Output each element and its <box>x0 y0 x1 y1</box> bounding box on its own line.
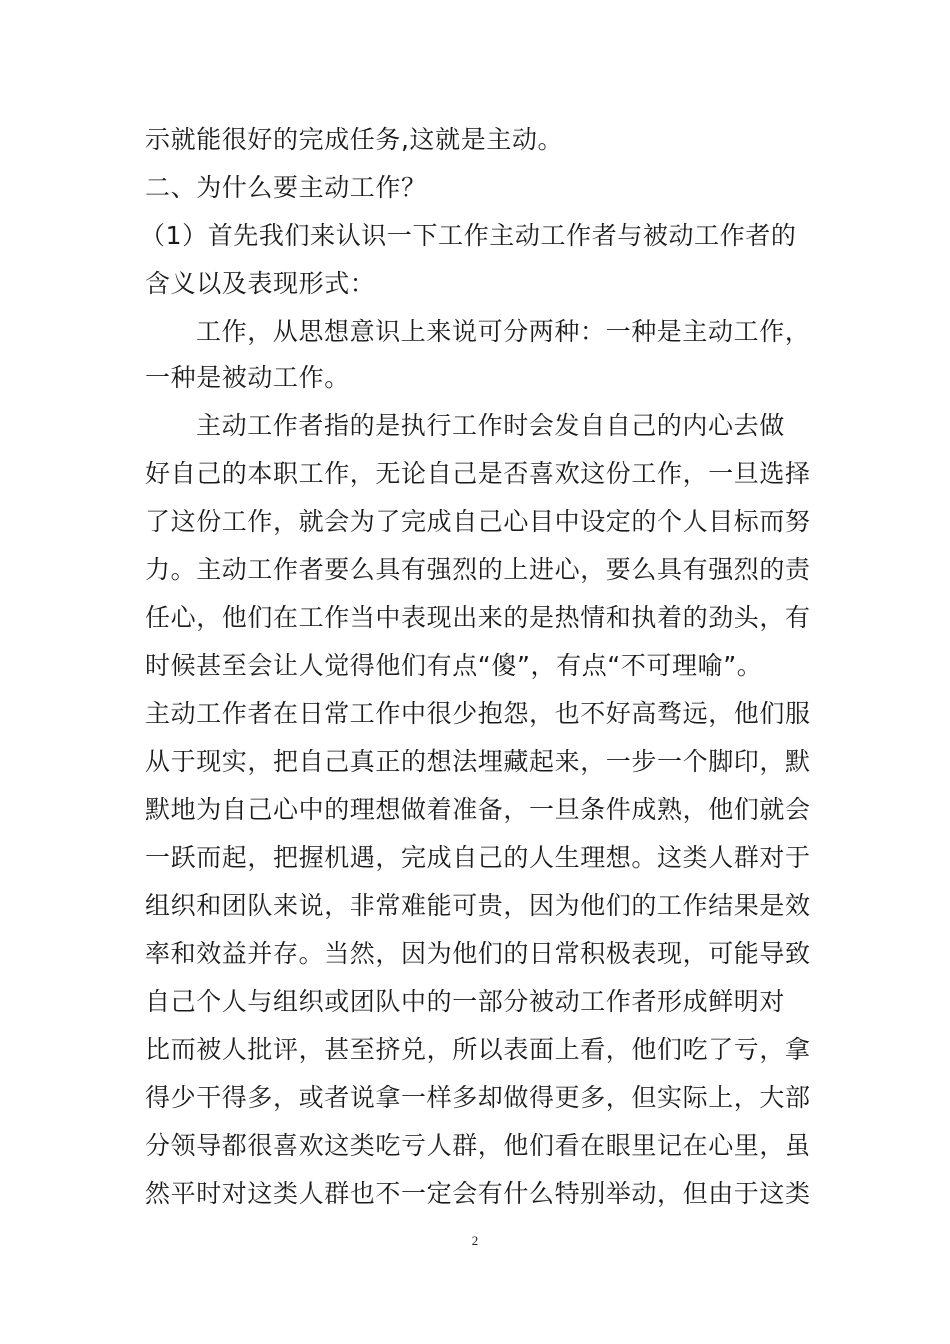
text-line: 从于现实，把自己真正的想法埋藏起来，一步一个脚印，默 <box>145 747 811 776</box>
text-line: （1）首先我们来认识一下工作主动工作者与被动工作者的 <box>140 221 797 250</box>
text-line: 时候甚至会让人觉得他们有点“傻”，有点“不可理喻”。 <box>145 651 763 680</box>
text-line: 好自己的本职工作，无论自己是否喜欢这份工作，一旦选择 <box>145 459 811 488</box>
text-line: 组织和团队来说，非常难能可贵，因为他们的工作结果是效 <box>145 891 811 920</box>
text-line: 示就能很好的完成任务,这就是主动。 <box>145 125 564 154</box>
text-line: 一跃而起，把握机遇，完成自己的人生理想。这类人群对于 <box>145 843 811 872</box>
text-line: 得少干得多，或者说拿一样多却做得更多，但实际上，大部 <box>145 1083 811 1112</box>
text-line: 比而被人批评，甚至挤兑，所以表面上看，他们吃了亏，拿 <box>145 1035 811 1064</box>
text-line: 率和效益并存。当然，因为他们的日常积极表现，可能导致 <box>145 939 811 968</box>
section-heading: 二、为什么要主动工作？ <box>145 173 427 202</box>
text-line: 工作，从思想意识上来说可分两种：一种是主动工作， <box>196 317 811 346</box>
page-number: 2 <box>471 1233 479 1248</box>
text-line: 分领导都很喜欢这类吃亏人群，他们看在眼里记在心里，虽 <box>145 1131 811 1160</box>
text-line: 含义以及表现形式： <box>145 269 376 298</box>
text-line: 一种是被动工作。 <box>145 363 350 392</box>
text-line: 主动工作者在日常工作中很少抱怨，也不好高骛远，他们服 <box>145 699 811 728</box>
text-line: 然平时对这类人群也不一定会有什么特别举动，但由于这类 <box>145 1179 811 1208</box>
text-line: 主动工作者指的是执行工作时会发自自己的内心去做 <box>196 411 785 440</box>
text-line: 自己个人与组织或团队中的一部分被动工作者形成鲜明对 <box>145 987 786 1016</box>
text-line: 了这份工作，就会为了完成自己心目中设定的个人目标而努 <box>145 507 811 536</box>
text-line: 默地为自己心中的理想做着准备，一旦条件成熟，他们就会 <box>145 795 811 824</box>
text-line: 任心，他们在工作当中表现出来的是热情和执着的劲头，有 <box>145 603 811 632</box>
text-line: 力。主动工作者要么具有强烈的上进心，要么具有强烈的责 <box>145 555 811 584</box>
